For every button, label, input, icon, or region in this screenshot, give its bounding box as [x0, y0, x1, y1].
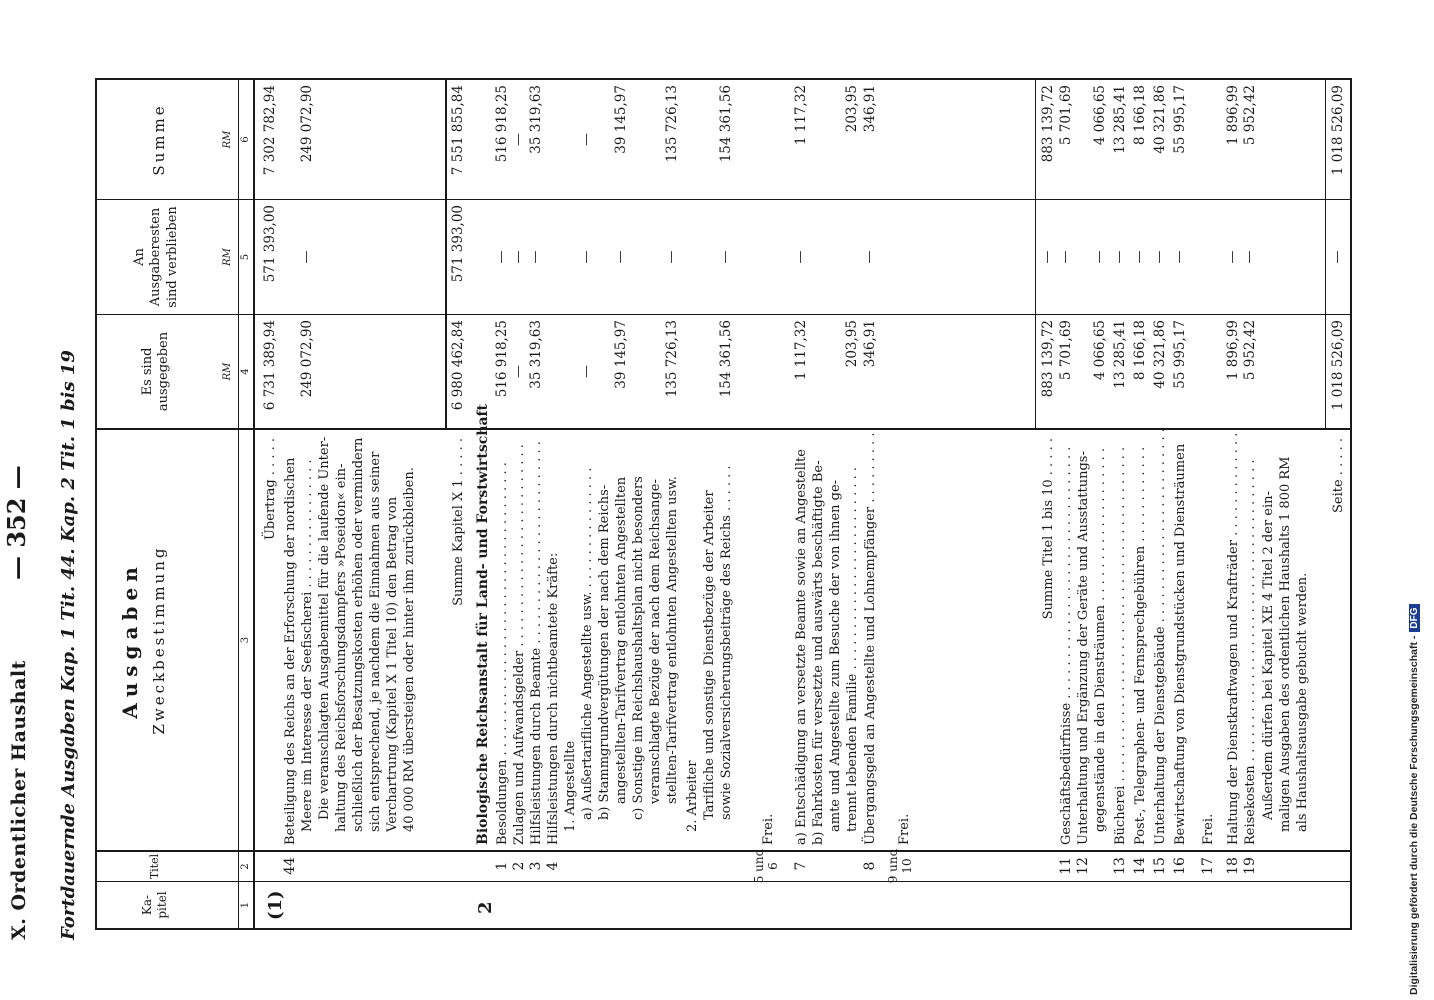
uebertrag-col4: 6 731 389,94	[262, 320, 278, 411]
t44-line4: haltung des Reichsforschungsdampfers »Poseidon« ein-	[334, 463, 349, 832]
rule-summe-1-10	[1035, 78, 1036, 430]
titel-3: 3	[528, 861, 544, 871]
dfg-credit	[1408, 605, 1420, 996]
t15-text: Unterhaltung der Dienstgebäude . . . . . . . . . . . . . . . . . . . . . . . .	[1153, 428, 1168, 845]
t11-col4: 5 701,69	[1058, 320, 1074, 381]
digitization-sidebar	[1406, 0, 1434, 1000]
titel-15: 15	[1152, 857, 1168, 875]
unit-5: RM	[222, 248, 233, 266]
col-border-4	[95, 314, 1352, 315]
titel-7: 7	[793, 861, 809, 871]
t4-text: Hilfsleistungen durch nichtbeamtete Kräfte:	[546, 552, 561, 845]
summe-x1-col4: 6 980 462,84	[450, 320, 466, 411]
t910-frei: Frei.	[897, 813, 912, 845]
titel-1: 1	[494, 861, 510, 871]
col-reste-1: An	[132, 248, 147, 266]
t18-col5: —	[1225, 250, 1240, 264]
kap2-title: Biologische Reichsanstalt für Land- und Forstwirtschaft	[475, 403, 491, 845]
t4-2-col5: —	[718, 250, 733, 264]
t7b-col4: 203,95	[844, 320, 860, 368]
t7-col6: 1 117,32	[793, 85, 809, 146]
dfg-logo: DFG	[1409, 605, 1420, 632]
t2-col4: —	[511, 365, 526, 378]
t18-col6: 1 896,99	[1225, 85, 1241, 146]
t8-text: Übergangsgeld an Angestellte und Lohnempfänger . . . . . . . . .	[863, 432, 878, 845]
uebertrag-col6: 7 302 782,94	[262, 85, 278, 176]
t11-col5: —	[1058, 250, 1073, 264]
t3-col4: 35 319,63	[528, 320, 544, 389]
t3-col5: —	[528, 250, 543, 264]
unit-6: RM	[222, 130, 233, 149]
rule-bottom	[1350, 78, 1352, 930]
t4-a-col5: —	[579, 250, 594, 264]
titel-19: 19	[1242, 857, 1258, 875]
col-es-sind-2: ausgegeben	[156, 331, 172, 412]
titel-44: 44	[282, 857, 298, 875]
t4-angestellte: 1. Angestellte	[563, 740, 578, 832]
t1-col6: 516 918,25	[494, 85, 510, 163]
t4-b-line1: b) Stammgrundvergütungen der nach dem Reichs-	[597, 484, 612, 820]
t18-col4: 1 896,99	[1225, 320, 1241, 381]
t18-text: Haltung der Dienstkraftwagen und Krafträder . . . . . . . . . . . . .	[1226, 432, 1241, 845]
t7-col4: 1 117,32	[793, 320, 809, 381]
colnum-5: 5	[240, 253, 251, 261]
summe-x1-label: Summe Kapitel X 1 . . . . .	[451, 438, 466, 606]
col-kapitel: Ka- pitel	[140, 891, 169, 919]
t44-col6: 249 072,90	[299, 85, 315, 163]
t12-col4: 4 066,65	[1092, 320, 1108, 381]
t13-col4: 13 285,41	[1112, 320, 1128, 389]
col-border-right	[95, 78, 1352, 80]
t19-text: Reisekosten . . . . . . . . . . . . . . . . . . . . . . . . . . . . . . . . . . . . .	[1243, 459, 1258, 845]
t12-col6: 4 066,65	[1092, 85, 1108, 146]
t4-b-col5: —	[613, 250, 628, 264]
titel-9-10: 9 und 10	[886, 848, 914, 884]
t44-line7: Verchartrung (Kapitel X 1 Titel 10) den Betrag von	[385, 496, 400, 832]
t4-b-line2: angestellten-Tarifvertrag entlohnten Angestellten	[614, 476, 629, 804]
rule-head	[238, 78, 239, 930]
titel-13: 13	[1112, 857, 1128, 875]
t2-text: Zulagen und Aufwandsgelder . . . . . . . . . . . . . . . . . . . . . . . . .	[512, 444, 527, 845]
uebertrag-col5: 571 393,00	[262, 205, 278, 283]
col-es-sind-1: Es sind	[140, 347, 155, 396]
colnum-3: 3	[240, 636, 251, 644]
titel-16: 16	[1172, 857, 1188, 875]
rule-colnums	[253, 78, 255, 930]
t4-2-line1: Tarifliche und sonstige Dienstbezüge der Arbeiter	[702, 490, 717, 820]
t4-a-text: a) Außertarifliche Angestellte usw. . . . . . . . . . . . . . . .	[580, 467, 595, 820]
dfg-credit-text: Digitalisierung gefördert durch die Deutsche Forschungsgemeinschaft -	[1408, 635, 1420, 995]
seite-col6: 1 018 526,09	[1330, 85, 1346, 176]
rule-top	[95, 78, 97, 930]
t44-line1: Beteiligung des Reichs an der Erforschung der nordischen	[283, 457, 298, 845]
t16-col4: 55 995,17	[1172, 320, 1188, 389]
t56-frei: Frei.	[761, 813, 776, 845]
t4-arbeiter: 2. Arbeiter	[685, 760, 700, 832]
colnum-1: 1	[240, 901, 251, 909]
t8-col5: —	[862, 250, 877, 264]
col-zweck: Zweckbestimmung	[150, 545, 168, 735]
t7-col5: —	[793, 250, 808, 264]
t14-col4: 8 166,18	[1132, 320, 1148, 381]
t4-2-col4: 154 361,56	[718, 320, 734, 398]
page-subtitle: Fortdauernde Ausgaben Kap. 1 Tit. 44. Kap. 2 Tit. 1 bis 19	[58, 350, 79, 940]
page-number: — 352 —	[2, 465, 31, 580]
t44-col5: —	[299, 250, 314, 264]
t4-b-col6: 39 145,97	[613, 85, 629, 154]
t4-2-line2: sowie Sozialversicherungsbeiträge des Reichs . . . . . .	[719, 465, 734, 820]
t44-line8: 40 000 RM übersteigen oder hinter ihm zurückbleiben.	[402, 467, 417, 832]
summe-x1-col5: 571 393,00	[450, 205, 466, 283]
t12-line1: Unterhaltung und Ergänzung der Geräte und Ausstattungs-	[1076, 451, 1091, 845]
t15-col5: —	[1152, 250, 1167, 264]
uebertrag-label: Übertrag . . . . .	[263, 438, 278, 541]
t4-a-col4: —	[579, 365, 594, 378]
t19-col6: 5 952,42	[1242, 85, 1258, 146]
summe-1-10-col5: —	[1040, 250, 1055, 264]
t14-text: Post-, Telegraphen- und Fernsprechgebühren . . . . . . . . . . . .	[1133, 446, 1148, 845]
unit-4: RM	[222, 362, 233, 381]
t7b-col6: 203,95	[844, 85, 860, 133]
t16-text: Bewirtschaftung von Dienstgrundstücken und Diensträumen	[1173, 443, 1188, 845]
rule-seite	[1325, 78, 1326, 430]
t1-text: Besoldungen . . . . . . . . . . . . . . . . . . . . . . . . . . . . . . . . . . . .	[495, 462, 510, 845]
summe-1-10-col4: 883 139,72	[1040, 320, 1056, 398]
t14-col6: 8 166,18	[1132, 85, 1148, 146]
titel-14: 14	[1132, 857, 1148, 875]
colnum-4: 4	[240, 368, 251, 375]
t7-b-line1: b) Fahrkosten für versetzte und auswärts beschäftigte Be-	[811, 460, 826, 845]
t3-col6: 35 319,63	[528, 85, 544, 154]
t17-text: Frei.	[1201, 813, 1216, 845]
t12-col5: —	[1092, 250, 1107, 264]
summe-1-10-label: Summe Titel 1 bis 10 . . . . .	[1041, 438, 1056, 620]
t12-line2: gegenstände in den Diensträumen . . . . . . . . . . . . . . . . . . .	[1093, 447, 1108, 832]
t13-text: Bücherei . . . . . . . . . . . . . . . . . . . . . . . . . . . . . . . . . . . . . . . . .	[1113, 446, 1128, 845]
t8-col4: 346,91	[862, 320, 878, 368]
titel-12: 12	[1075, 857, 1091, 875]
t7-b-line3: trennt lebenden Familie . . . . . . . . . . . . . . . . . . . . . . . . .	[845, 467, 860, 832]
t19-note-line1: Außerdem dürfen bei Kapitel XE 4 Titel 2 der ein-	[1261, 491, 1276, 820]
titel-18: 18	[1225, 857, 1241, 875]
t16-col6: 55 995,17	[1172, 85, 1188, 154]
t1-col5: —	[494, 250, 509, 264]
t15-col4: 40 321,86	[1152, 320, 1168, 389]
col-ausgaben: Ausgaben	[118, 561, 142, 719]
seite-label: Seite . . . . .	[1331, 438, 1346, 513]
t7-a: a) Entschädigung an versetzte Beamte sowie an Angestellte	[794, 449, 809, 845]
t1-col4: 516 918,25	[494, 320, 510, 398]
titel-2: 2	[511, 861, 527, 871]
t4-c-line2: veranschlagte Bezüge der nach dem Reichsange-	[648, 479, 663, 804]
t15-col6: 40 321,86	[1152, 85, 1168, 154]
seite-col4: 1 018 526,09	[1330, 320, 1346, 411]
rule-summe-x1	[445, 78, 447, 430]
t4-c-line3: stellten-Tarifvertrag entlohnten Angestellten usw.	[665, 476, 680, 804]
col-titel: Titel	[148, 853, 161, 880]
titel-4: 4	[545, 861, 561, 871]
t4-c-col6: 135 726,13	[664, 85, 680, 163]
t11-text: Geschäftsbedürfnisse . . . . . . . . . . . . . . . . . . . . . . . . . . . . . . .	[1059, 446, 1074, 845]
t4-c-col4: 135 726,13	[664, 320, 680, 398]
t44-line6: sich entsprechend, je nachdem die Einnahmen aus seiner	[368, 451, 383, 832]
t8-col6: 346,91	[862, 85, 878, 133]
colnum-6: 6	[240, 136, 251, 143]
t44-line3: Die veranschlagten Ausgabemittel für die laufende Unter-	[317, 436, 332, 820]
t4-c-line1: c) Sonstige im Reichshaushaltsplan nicht besonders	[631, 476, 646, 820]
t44-line5: schließlich der Besatzungskosten erhöhen oder vermindern	[351, 437, 366, 832]
t2-col6: —	[511, 133, 526, 146]
t2-col5: —	[511, 250, 526, 264]
col-border-left	[95, 928, 1352, 930]
summe-1-10-col6: 883 139,72	[1040, 85, 1056, 163]
t19-col5: —	[1242, 250, 1257, 264]
t19-note-line2: maligen Ausgaben des ordentlichen Haushalts 1 800 RM	[1278, 456, 1293, 832]
t14-col5: —	[1132, 250, 1147, 264]
col-reste-2: Ausgaberesten	[148, 207, 164, 307]
t4-b-col4: 39 145,97	[613, 320, 629, 389]
kapitel-2: 2	[475, 901, 496, 914]
titel-11: 11	[1058, 857, 1074, 875]
t19-note-line3: als Haushaltsausgabe gebucht werden.	[1295, 572, 1310, 832]
haushalt-title: X. Ordentlicher Haushalt	[8, 660, 30, 940]
colnum-2: 2	[240, 863, 251, 870]
t11-col6: 5 701,69	[1058, 85, 1074, 146]
t7-b-line2: amte und Angestellte zum Besuche der von ihnen ge-	[828, 479, 843, 832]
t19-col4: 5 952,42	[1242, 320, 1258, 381]
t4-a-col6: —	[579, 133, 594, 146]
t4-2-col6: 154 361,56	[718, 85, 734, 163]
summe-x1-col6: 7 551 855,84	[450, 85, 466, 176]
col-es-sind	[140, 315, 173, 428]
t4-c-col5: —	[664, 250, 679, 264]
titel-8: 8	[862, 861, 878, 871]
t13-col5: —	[1112, 250, 1127, 264]
seite-col5: —	[1330, 250, 1345, 264]
col-summe: Summe	[150, 103, 168, 176]
titel-5-6: 5 und 6	[752, 848, 780, 884]
t44-line2: Meere im Interesse der Seefischerei . . . . . . . . . . . . . . . .	[300, 459, 315, 832]
t16-col5: —	[1172, 250, 1187, 264]
col-reste	[132, 200, 181, 314]
t44-col4: 249 072,90	[299, 320, 315, 398]
t3-text: Hilfsleistungen durch Beamte . . . . . . . . . . . . . . . . . . . . . . . . .	[529, 441, 544, 845]
t13-col6: 13 285,41	[1112, 85, 1128, 154]
kapitel-1: (1)	[265, 890, 286, 920]
titel-17: 17	[1200, 857, 1216, 875]
col-reste-3: sind verblieben	[164, 206, 180, 308]
